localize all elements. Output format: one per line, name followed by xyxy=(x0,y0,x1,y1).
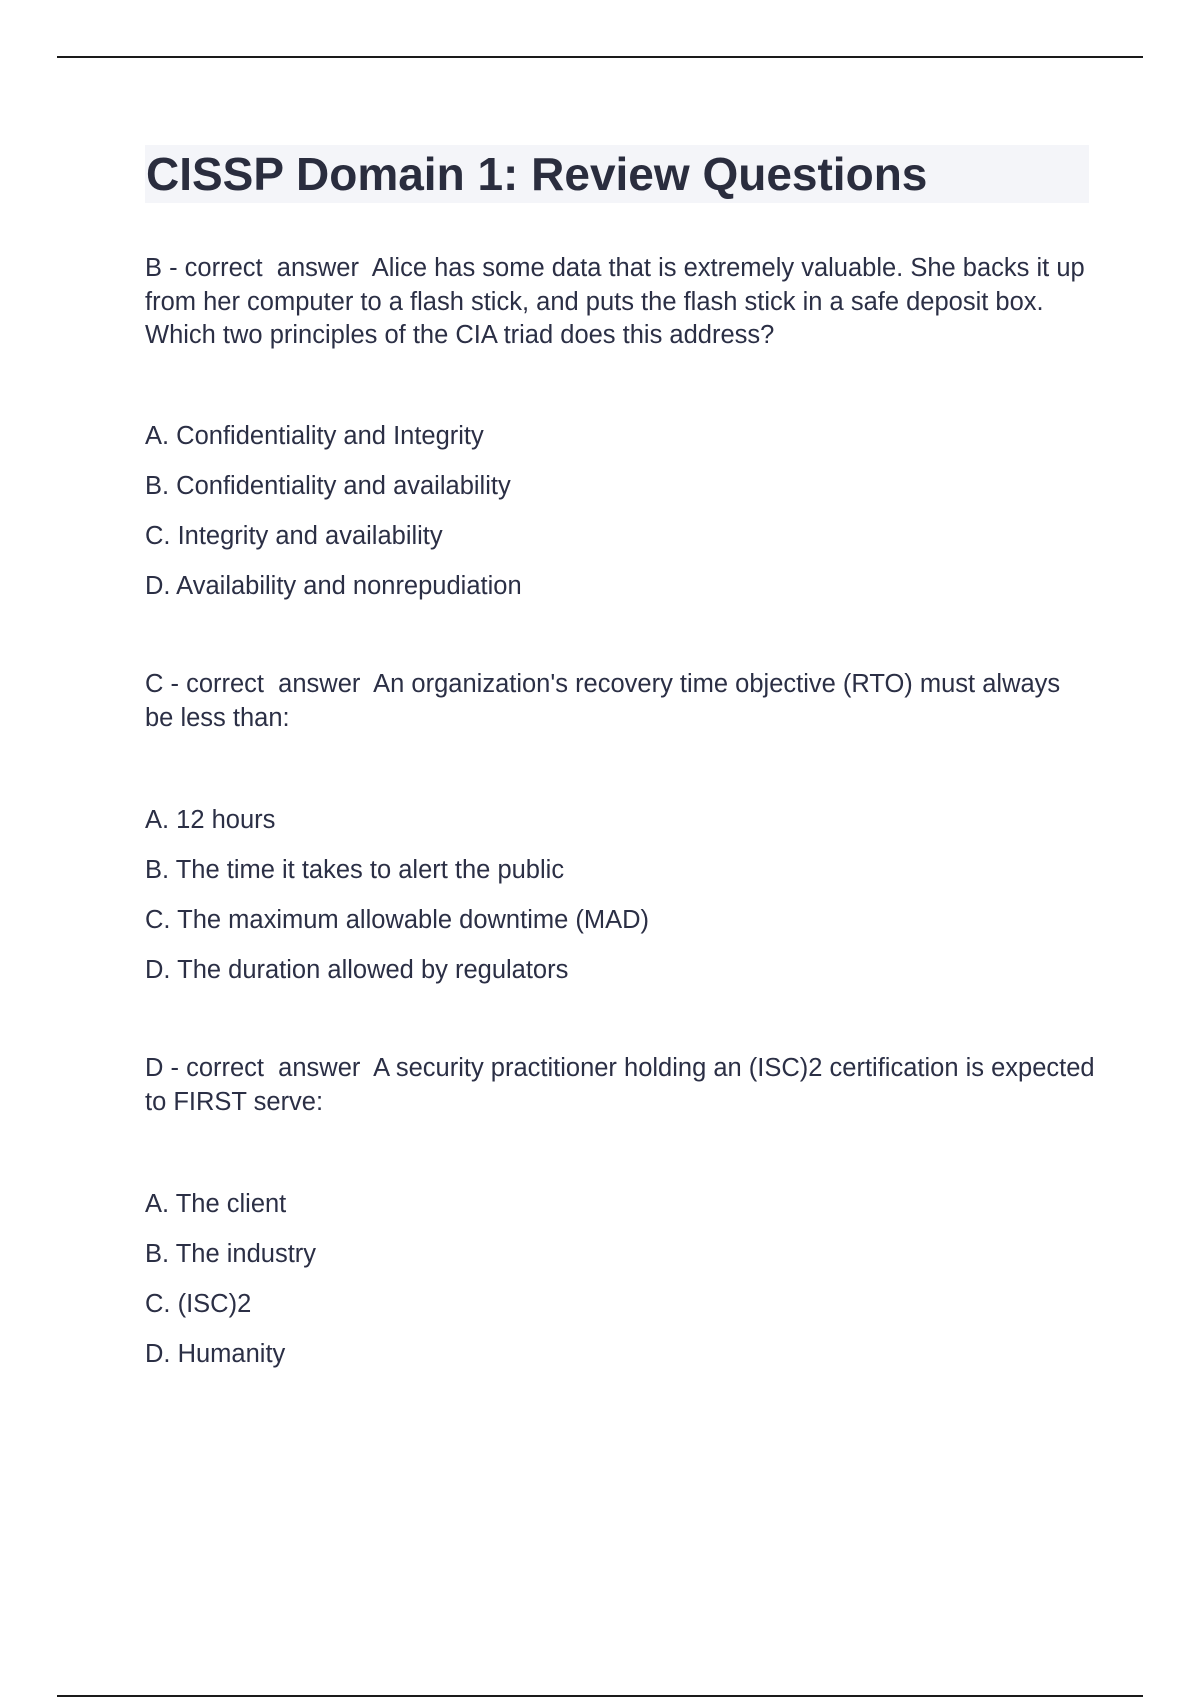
page-title: CISSP Domain 1: Review Questions xyxy=(146,148,928,200)
question-text: Alice has some data that is extremely valuable. She backs it up from her computer to a flash stick, and puts the flash stick in a safe deposit box. Which two principles of the CIA triad does this address? xyxy=(145,254,1085,349)
question-block xyxy=(145,668,1095,735)
answer-key: C - correct answer xyxy=(145,670,374,698)
question-text: A security practitioner holding an (ISC)2 certification is expected to FIRST serve: xyxy=(145,1054,1095,1116)
option-item: D. Humanity xyxy=(145,1340,286,1368)
option-item: C. The maximum allowable downtime (MAD) xyxy=(145,906,650,934)
option-item: D. The duration allowed by regulators xyxy=(145,956,569,984)
option-item: A. 12 hours xyxy=(145,806,276,834)
option-item: C. (ISC)2 xyxy=(145,1290,252,1318)
answer-key: D - correct answer xyxy=(145,1054,374,1082)
question-block xyxy=(145,252,1095,353)
bottom-rule xyxy=(57,1695,1143,1697)
option-item: A. Confidentiality and Integrity xyxy=(145,422,484,450)
option-list xyxy=(145,803,649,1003)
option-item: B. The industry xyxy=(145,1240,317,1268)
top-rule xyxy=(57,56,1143,58)
option-item: B. The time it takes to alert the public xyxy=(145,856,565,884)
option-list xyxy=(145,1187,316,1387)
answer-key: B - correct answer xyxy=(145,254,372,282)
question-block xyxy=(145,1052,1095,1119)
option-item: A. The client xyxy=(145,1190,287,1218)
option-item: B. Confidentiality and availability xyxy=(145,472,511,500)
option-item: C. Integrity and availability xyxy=(145,522,443,550)
question-text: An organization's recovery time objective (RTO) must always be less than: xyxy=(145,670,1061,732)
option-item: D. Availability and nonrepudiation xyxy=(145,572,522,600)
option-list xyxy=(145,419,522,619)
